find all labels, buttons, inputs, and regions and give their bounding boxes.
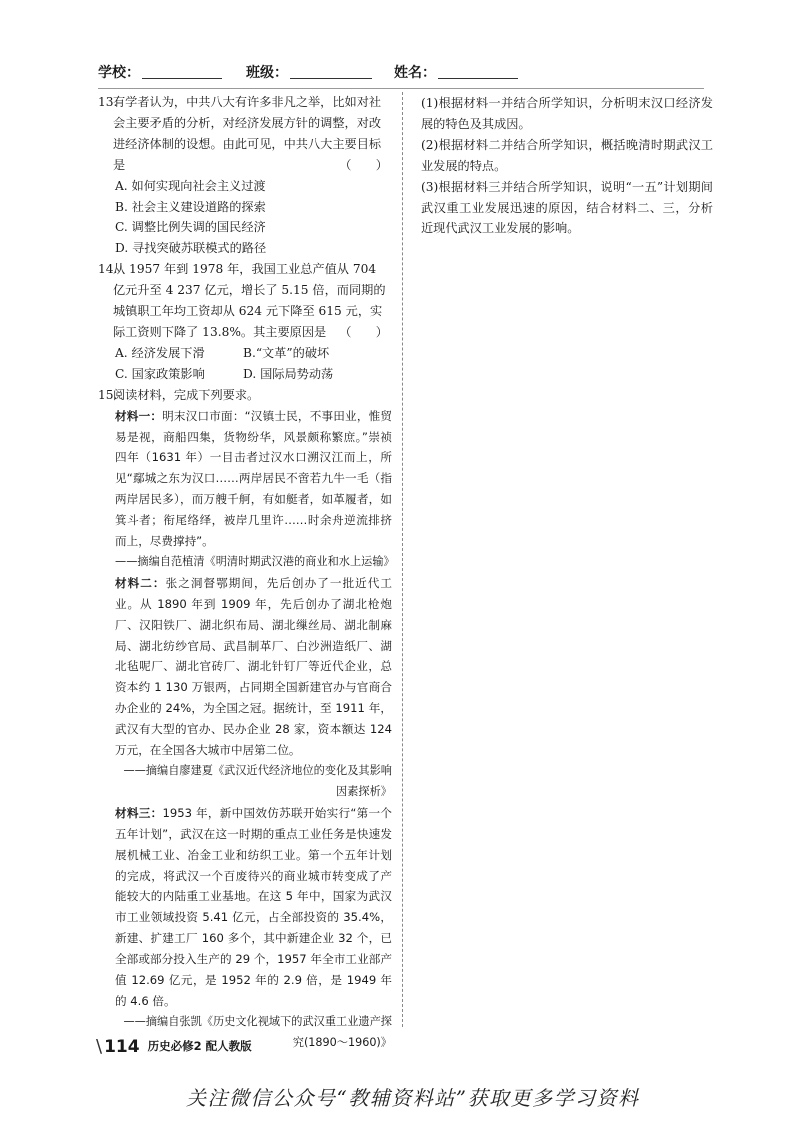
answer-paren: （ ）	[339, 324, 388, 339]
requirement-3: (3)根据材料三并结合所学知识，说明“一五”计划期间武汉重工业发展迅速的原因，结合材料二、三，分析近现代武汉工业发展的影响。	[421, 179, 713, 236]
question-13-stem	[98, 92, 392, 176]
material-2-label: 材料二：	[115, 575, 166, 590]
question-13	[98, 92, 392, 259]
header-rule	[98, 88, 704, 89]
book-title: 历史必修2 配人教版	[147, 1039, 252, 1053]
option-d: D. 国际局势动荡	[243, 366, 334, 381]
footer-slash-mark: \	[96, 1036, 103, 1057]
question-14-text: 从 1957 年到 1978 年，我国工业总产值从 704 亿元升至 4 237 亿元，增长了 5.15 倍，而同期的城镇职工年均工资却从 624 元下降至 615 元，实际工资则下降了 13.8%。其主要原因是	[113, 262, 386, 339]
page-number: 114	[104, 1037, 140, 1057]
question-14-stem	[98, 259, 392, 343]
name-field	[394, 62, 518, 82]
question-15-intro	[98, 385, 392, 406]
question-13-text: 有学者认为，中共八大有许多非凡之举，比如对社会主要矛盾的分析，对经济发展方针的调整，对改进经济体制的设想。由此可见，中共八大主要目标是	[113, 95, 382, 172]
material-1-source: ——摘编自范植清《明清时期武汉港的商业和水上运输》	[115, 554, 395, 568]
options-row-2	[98, 364, 392, 385]
class-field	[246, 62, 372, 82]
option-a: A. 经济发展下滑	[115, 345, 205, 360]
material-3-text: 1953 年，新中国效仿苏联开始实行“第一个五年计划”，武汉在这一时期的重点工业任务是快速发展机械工业、冶金工业和纺织工业。第一个五年计划的完成，将武汉一个百废待兴的商业城市转变成了产能较大的内陆重工业基地。在这 5 年中，国家为武汉市工业领域投资 5.41 亿元，占全部投资的 35.4%，新建、扩建工厂 160 多个，其中新建企业 32 个，已全部或部分投入生产的 29 个，1957 年全市工业部产值 12.69 亿元，是 1952 年的 2.9 倍，是 1949 年的 4.6 倍。	[115, 805, 392, 1008]
options-row-1	[98, 343, 392, 364]
question-14	[98, 259, 392, 384]
option-b: B.“文革”的破坏	[243, 345, 330, 360]
option-a: A. 如何实现向社会主义过渡	[115, 178, 266, 193]
name-blank-line[interactable]	[438, 63, 518, 79]
school-blank-line[interactable]	[142, 63, 222, 79]
school-field	[98, 62, 222, 82]
material-1-text: 明末汉口市面：“汉镇士民，不事田业，惟贸易是视，商船四集，货物纷华，风景颇称繁庶。”崇祯四年（1631 年）一目击者过汉水口溯汉江而上，所见“鄢城之东为汉口……两岸居民不啻若九牛一毛（指两岸居民多），而万艘千舸，有如艇者，如革履者，如箕斗者；衔尾络绎，被岸几里许……时余舟逆流排挤而上，尽费撑持”。	[115, 408, 392, 549]
requirement-2: (2)根据材料二并结合所学知识，概括晚清时期武汉工业发展的特点。	[421, 137, 713, 173]
material-2-source: ——摘编自廖建夏《武汉近代经济地位的变化及其影响因素探析》	[123, 764, 392, 798]
material-2-text: 张之洞督鄂期间，先后创办了一批近代工业。从 1890 年到 1909 年，先后创办了湖北枪炮厂、汉阳铁厂、湖北织布局、湖北缫丝局、湖北制麻局、湖北纺纱官局、武昌制革厂、白沙洲造纸厂、湖北毡呢厂、湖北官砖厂、湖北针钉厂等近代企业，总资本约 1 130 万银两，占同期全国新建官办与官商合办企业的 24%，为全国之冠。据统计，至 1911 年，武汉有大型的官办、民办企业 28 家，资本额达 124 万元，在全国各大城市中居第二位。	[115, 575, 392, 758]
requirement-1: (1)根据材料一并结合所学知识，分析明末汉口经济发展的特色及其成因。	[421, 96, 713, 131]
school-label: 学校：	[98, 65, 140, 81]
student-info-header	[98, 62, 538, 84]
material-3-label: 材料三：	[115, 805, 163, 820]
option-c: C. 国家政策影响	[115, 366, 205, 381]
column-divider	[402, 92, 403, 1027]
question-15-text: 阅读材料，完成下列要求。	[113, 387, 260, 402]
option-c: C. 调整比例失调的国民经济	[115, 220, 266, 235]
page-footer	[96, 1036, 252, 1060]
question-15-number: 15.	[98, 387, 118, 402]
material-2	[98, 573, 392, 761]
name-label: 姓名：	[394, 65, 436, 81]
class-label: 班级：	[246, 65, 288, 81]
material-1	[98, 406, 392, 552]
question-14-number: 14.	[98, 262, 118, 277]
material-3-source: ——摘编自张凯《历史文化视域下的武汉重工业遗产探究(1890～1960)》	[123, 1014, 392, 1049]
class-blank-line[interactable]	[290, 63, 372, 79]
handwritten-watermark: 关注微信公众号“教辅资料站”获取更多学习资料	[186, 1086, 640, 1110]
option-d: D. 寻找突破苏联模式的路径	[115, 241, 267, 256]
material-3	[98, 803, 392, 1012]
question-13-number: 13.	[98, 95, 118, 109]
material-1-label: 材料一：	[115, 408, 163, 423]
left-column	[98, 92, 395, 1054]
question-15	[98, 385, 395, 1054]
right-column	[421, 93, 713, 239]
option-b: B. 社会主义建设道路的探索	[115, 199, 266, 214]
answer-paren: （ ）	[339, 157, 388, 172]
